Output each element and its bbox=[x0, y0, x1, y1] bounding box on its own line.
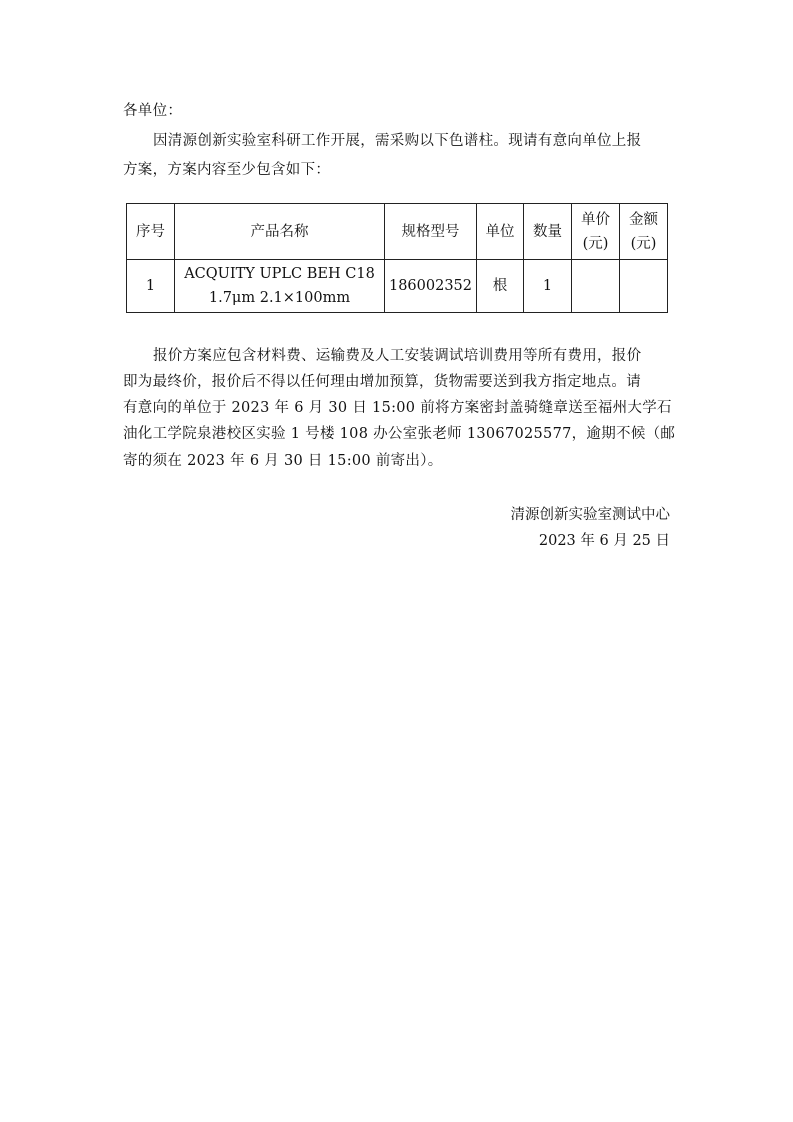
cell-product-name bbox=[175, 260, 385, 313]
header-no: 序号 bbox=[127, 204, 175, 260]
header-unit-price-label: 单价 bbox=[581, 211, 610, 228]
table-row bbox=[127, 260, 668, 313]
notice-line-1: 报价方案应包含材料费、运输费及人工安装调试培训费用等所有费用，报价 bbox=[153, 348, 642, 364]
notice-line-4: 油化工学院泉港校区实验 1 号楼 108 办公室张老师 13067025577，逾期不候（邮 bbox=[123, 426, 676, 442]
cell-no: 1 bbox=[127, 260, 175, 313]
notice-line-5: 寄的须在 2023 年 6 月 30 日 15:00 前寄出）。 bbox=[123, 453, 443, 469]
cell-model: 186002352 bbox=[385, 260, 477, 313]
intro-line-1: 因清源创新实验室科研工作开展，需采购以下色谱柱。现请有意向单位上报 bbox=[153, 133, 642, 149]
salutation: 各单位： bbox=[123, 103, 183, 119]
notice-line-2: 即为最终价，报价后不得以任何理由增加预算，货物需要送到我方指定地点。请 bbox=[123, 374, 641, 390]
product-table bbox=[126, 203, 668, 313]
product-name-line-1: ACQUITY UPLC BEH C18 bbox=[184, 266, 375, 282]
notice-line-3: 有意向的单位于 2023 年 6 月 30 日 15:00 前将方案密封盖骑缝章送至福州大学石 bbox=[123, 400, 672, 416]
header-unit-price-currency: (元) bbox=[582, 235, 609, 252]
cell-quantity: 1 bbox=[524, 260, 572, 313]
signature-org: 清源创新实验室测试中心 bbox=[510, 507, 670, 523]
header-amount-currency: (元) bbox=[630, 235, 657, 252]
header-product-name: 产品名称 bbox=[175, 204, 385, 260]
intro-line-2: 方案，方案内容至少包含如下： bbox=[123, 162, 331, 178]
cell-unit-price bbox=[572, 260, 620, 313]
cell-amount bbox=[620, 260, 668, 313]
product-name-line-2: 1.7μm 2.1×100mm bbox=[208, 290, 351, 306]
header-model: 规格型号 bbox=[385, 204, 477, 260]
signature-date: 2023 年 6 月 25 日 bbox=[538, 533, 670, 549]
header-quantity: 数量 bbox=[524, 204, 572, 260]
header-unit: 单位 bbox=[477, 204, 524, 260]
header-unit-price bbox=[572, 204, 620, 260]
header-amount-label: 金额 bbox=[629, 211, 658, 228]
cell-unit: 根 bbox=[477, 260, 524, 313]
table-header-row bbox=[127, 204, 668, 260]
header-amount bbox=[620, 204, 668, 260]
